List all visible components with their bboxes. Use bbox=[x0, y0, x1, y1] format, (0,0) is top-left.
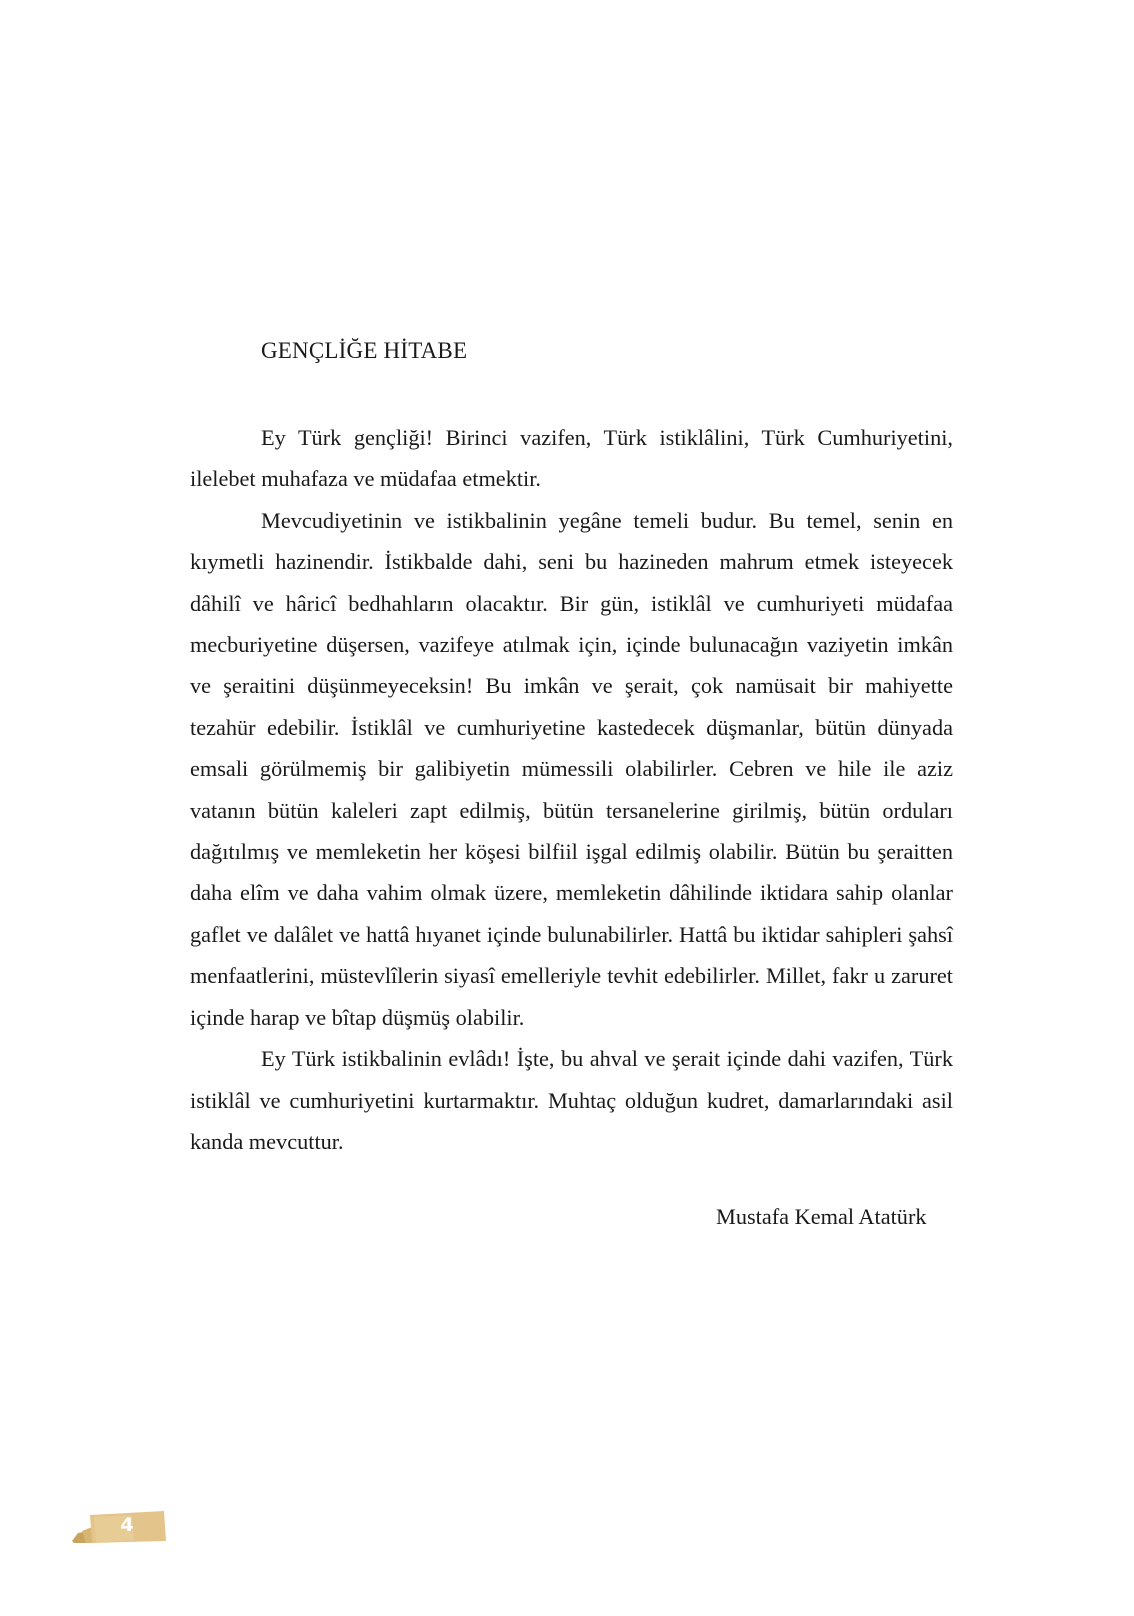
speech-text bbox=[190, 417, 953, 1162]
paragraph: Ey Türk gençliği! Birinci vazifen, Türk istiklâlini, Türk Cumhuriyetini, ilelebet muhafaza ve müdafaa etmektir. bbox=[190, 425, 953, 492]
paragraph: Mevcudiyetinin ve istikbalinin yegâne temeli budur. Bu temel, senin en kıymetli hazinendir. İstikbalde dahi, seni bu hazineden mahrum etmek isteyecek dâhilî ve hâricî bedhahların olacaktır. Bir gün, istiklâl ve cumhuriyeti müdafaa mecburiyetine düşersen, vazifeye atılmak için, içinde bulunacağın vaziyetin imkân ve şeraitini düşünmeyeceksin! Bu imkân ve şerait, çok namüsait bir mahiyette tezahür edebilir. İstiklâl ve cumhuriyetine kastedecek düşmanlar, bütün dünyada emsali görülmemiş bir galibiyetin mümessili olabilirler. Cebren ve hile ile aziz vatanın bütün kaleleri zapt edilmiş, bütün tersanelerine girilmiş, bütün orduları dağıtılmış ve memleketin her köşesi bilfiil işgal edilmiş olabilir. Bütün bu şeraitten daha elîm ve daha vahim olmak üzere, memleketin dâhilinde iktidara sahip olanlar gaflet ve dalâlet ve hattâ hıyanet içinde bulunabilirler. Hattâ bu iktidar sahipleri şahsî menfaatlerini, müstevlîlerin siyasî emelleriyle tevhit edebilirler. Millet, fakr u zaruret içinde harap ve bîtap düşmüş olabilir. bbox=[190, 507, 953, 1030]
signature: Mustafa Kemal Atatürk bbox=[716, 1204, 927, 1229]
paragraph: Ey Türk istikbalinin evlâdı! İşte, bu ahval ve şerait içinde dahi vazifen, Türk istiklâl ve cumhuriyetini kurtarmaktır. Muhtaç olduğun kudret, damarlarındaki asil kanda mevcuttur. bbox=[190, 1046, 953, 1154]
page-number: 4 bbox=[120, 1514, 134, 1536]
page-number-tab bbox=[72, 1509, 168, 1545]
page-title: GENÇLİĞE HİTABE bbox=[261, 338, 468, 363]
